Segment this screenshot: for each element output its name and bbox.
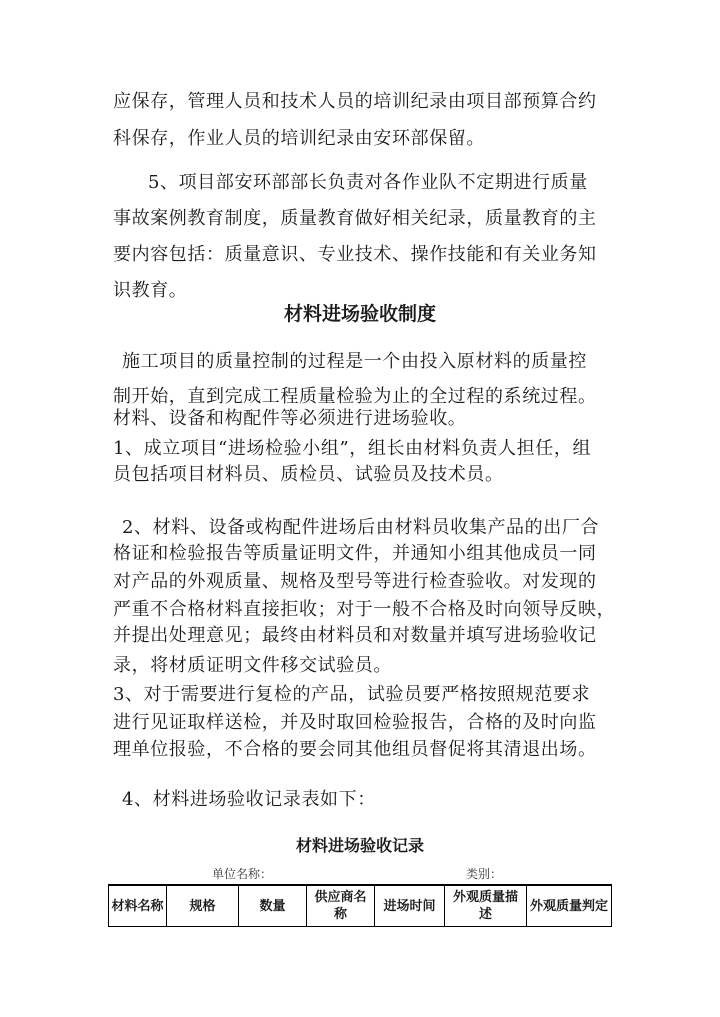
paragraph-line: 4、材料进场验收记录表如下： <box>122 789 376 810</box>
section-title: 材料进场验收制度 <box>283 303 436 325</box>
paragraph-line: 1、成立项目“进场检验小组”，组长由材料负责人担任，组 <box>113 438 592 459</box>
paragraph-line: 要内容包括：质量意识、专业技术、操作技能和有关业务知 <box>113 244 597 265</box>
header-material-name: 材料名称 <box>109 885 167 927</box>
category-label: 类别： <box>466 867 503 881</box>
paragraph-line: 进行见证取样送检，并及时取回检验报告，合格的及时向监 <box>113 712 597 733</box>
paragraph-line: 事故案例教育制度，质量教育做好相关纪录，质量教育的主 <box>113 208 597 229</box>
header-quantity: 数量 <box>239 885 307 927</box>
paragraph-line: 3、对于需要进行复检的产品，试验员要严格按照规范要求 <box>113 684 591 705</box>
paragraph-line: 施工项目的质量控制的过程是一个由投入原材料的质量控 <box>122 351 587 372</box>
table-header-row <box>109 885 612 927</box>
table-title: 材料进场验收记录 <box>295 836 424 855</box>
header-supplier: 供应商名称 <box>307 885 375 927</box>
paragraph-line: 员包括项目材料员、质检员、试验员及技术员。 <box>113 464 504 485</box>
paragraph-line: 材料、设备和构配件等必须进行进场验收。 <box>113 408 467 429</box>
paragraph-line: 对产品的外观质量、规格及型号等进行检查验收。对发现的 <box>113 571 597 592</box>
paragraph-line: 5、项目部安环部部长负责对各作业队不定期进行质量 <box>148 172 588 193</box>
header-appearance-desc: 外观质量描述 <box>445 885 527 927</box>
unit-name-label: 单位名称： <box>212 867 273 881</box>
paragraph-line: 识教育。 <box>113 280 188 301</box>
paragraph-line: 理单位报验，不合格的要会同其他组员督促将其清退出场。 <box>113 739 597 760</box>
header-entry-time: 进场时间 <box>375 885 445 927</box>
paragraph-line: 严重不合格材料直接拒收；对于一般不合格及时向领导反映， <box>113 599 616 620</box>
paragraph-line: 应保存，管理人员和技术人员的培训纪录由项目部预算合约 <box>113 91 597 112</box>
paragraph-line: 制开始，直到完成工程质量检验为止的全过程的系统过程。 <box>113 386 597 407</box>
paragraph-line: 格证和检验报告等质量证明文件，并通知小组其他成员一同 <box>113 543 597 564</box>
paragraph-line: 录，将材质证明文件移交试验员。 <box>113 655 392 676</box>
paragraph-line: 并提出处理意见；最终由材料员和对数量并填写进场验收记 <box>113 625 597 646</box>
header-appearance-judgement: 外观质量判定 <box>527 885 612 927</box>
header-spec: 规格 <box>167 885 239 927</box>
paragraph-line: 2、材料、设备或构配件进场后由材料员收集产品的出厂合 <box>122 517 600 538</box>
paragraph-line: 科保存，作业人员的培训纪录由安环部保留。 <box>113 128 485 149</box>
acceptance-record-table <box>108 884 612 927</box>
